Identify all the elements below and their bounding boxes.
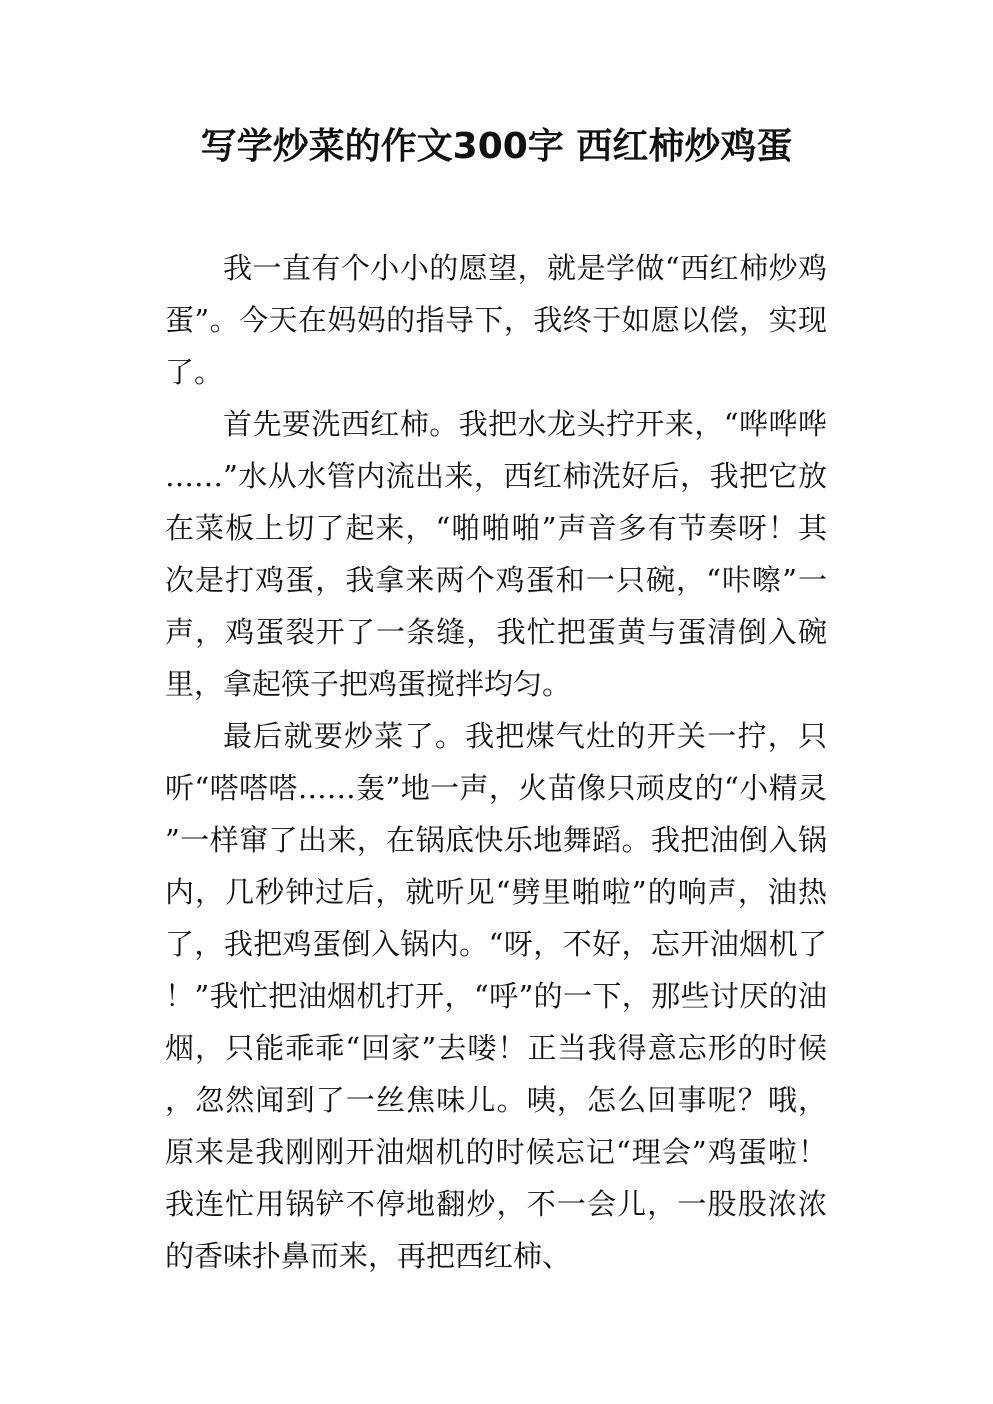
paragraph-2: 首先要洗西红柿。我把水龙头拧开来，“哗哗哗……”水从水管内流出来，西红柿洗好后，我把它放在菜板上切了起来，“啪啪啪”声音多有节奏呀！其次是打鸡蛋，我拿来两个鸡蛋和一只碗，“咔嚓”一声，鸡蛋裂开了一条缝，我忙把蛋黄与蛋清倒入碗里，拿起筷子把鸡蛋搅拌均匀。: [165, 407, 827, 701]
paragraph-1: 我一直有个小小的愿望，就是学做“西红柿炒鸡蛋”。今天在妈妈的指导下，我终于如愿以偿，实现了。: [165, 251, 827, 389]
document-title: 写学炒菜的作文300字 西红柿炒鸡蛋: [200, 126, 793, 167]
paragraph-3: 最后就要炒菜了。我把煤气灶的开关一拧，只听“嗒嗒嗒……轰”地一声，火苗像只顽皮的“小精灵”一样窜了出来，在锅底快乐地舞蹈。我把油倒入锅内，几秒钟过后，就听见“劈里啪啦”的响声，油热了，我把鸡蛋倒入锅内。“呀，不好，忘开油烟机了！”我忙把油烟机打开，“呼”的一下，那些讨厌的油烟，只能乖乖“回家”去喽！正当我得意忘形的时候，忽然闻到了一丝焦味儿。咦，怎么回事呢？哦，原来是我刚刚开油烟机的时候忘记“理会”鸡蛋啦！我连忙用锅铲不停地翻炒，不一会儿，一股股浓浓的香味扑鼻而来，再把西红柿、: [165, 719, 827, 1273]
document-body: [165, 242, 827, 1282]
